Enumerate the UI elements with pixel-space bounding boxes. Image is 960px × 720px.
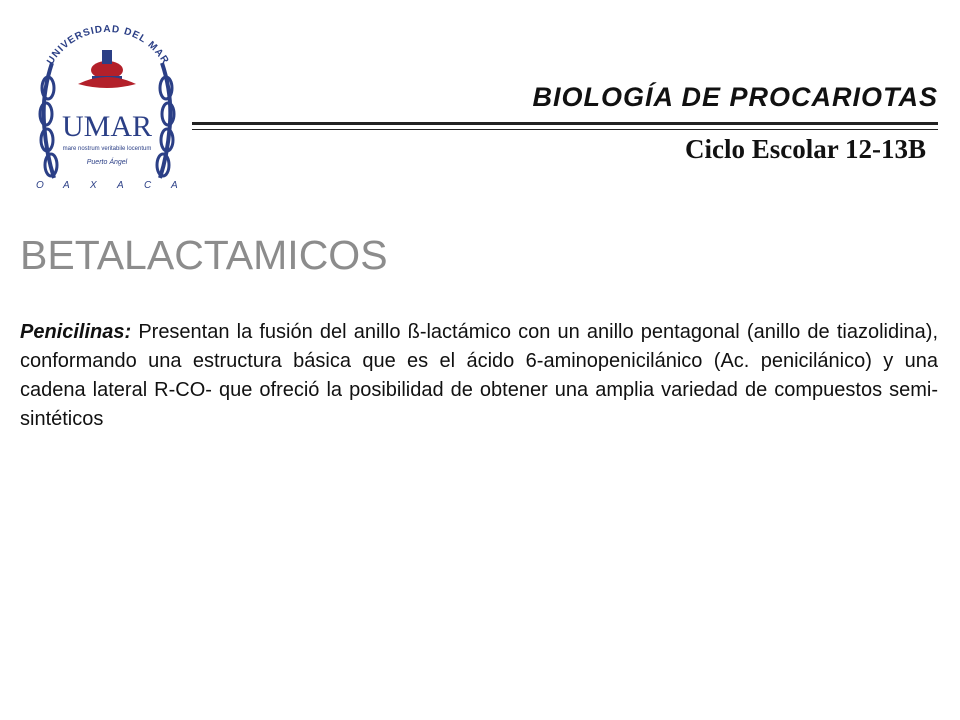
university-logo [22,18,192,196]
header-rule-thick [192,122,938,125]
logo-arc-text: UNIVERSIDAD DEL MAR [45,23,171,67]
slide-heading: BETALACTAMICOS [20,232,388,278]
logo-motto: mare nostrum veritabile locentum [62,146,152,152]
body-paragraph [20,318,938,434]
course-title: BIOLOGÍA DE PROCARIOTAS [532,82,938,112]
logo-letter: A [63,180,70,191]
logo-letter: A [171,180,178,191]
university-seal-icon [22,18,192,196]
logo-letter: A [117,180,124,191]
logo-letter: X [90,180,97,191]
logo-place: Puerto Ángel [86,159,128,166]
header-rule-thin [192,129,938,130]
logo-monogram: UMAR [61,110,153,143]
term-label: Penicilinas: [20,321,132,343]
body-text: Presentan la fusión del anillo ß-lactámico con un anillo pentagonal (anillo de tiazolidina), conformando una estructura básica que es el ácido 6-aminopenicilánico (Ac. penicilánico) y una cadena lateral R-CO- que ofreció la posibilidad de obtener una amplia variedad de compuestos semi-sintéticos [20,321,938,430]
school-cycle: Ciclo Escolar 12-13B [685,134,926,164]
logo-letter: C [144,180,152,191]
logo-letter: O [36,180,44,191]
